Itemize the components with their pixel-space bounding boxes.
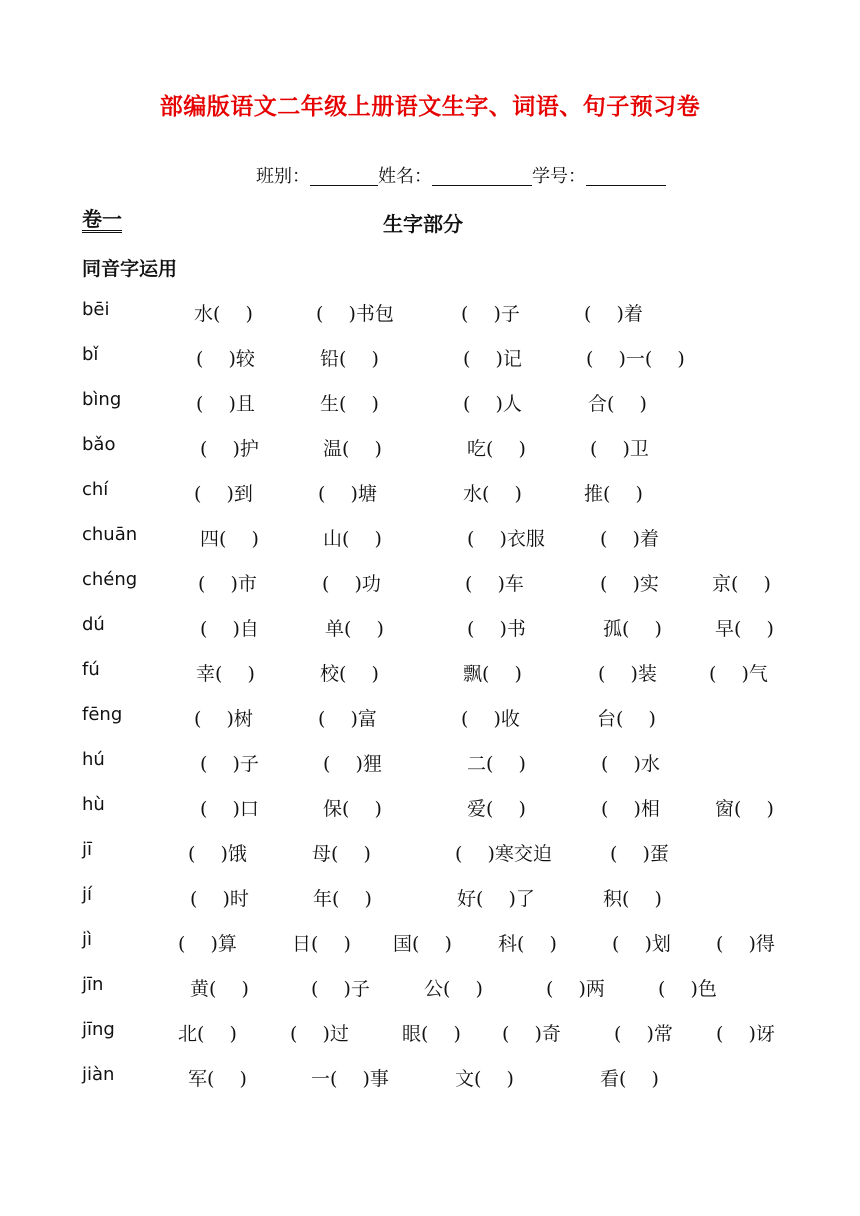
fill-in-word[interactable]: ( )书包 xyxy=(316,303,394,325)
fill-in-word[interactable]: 好( )了 xyxy=(457,888,535,910)
fill-in-word[interactable]: ( )奇 xyxy=(502,1023,561,1045)
fill-in-word[interactable]: 四( ) xyxy=(200,528,259,550)
fill-in-word[interactable]: ( )实 xyxy=(600,573,659,595)
pinyin-label: chuān xyxy=(82,524,138,545)
fill-in-word[interactable]: ( )功 xyxy=(322,573,381,595)
exercise-row xyxy=(0,749,860,779)
fill-in-word[interactable]: 看( ) xyxy=(600,1068,659,1090)
fill-in-word[interactable]: 公( ) xyxy=(424,978,483,1000)
fill-in-word[interactable]: ( )收 xyxy=(461,708,520,730)
pinyin-label: jīng xyxy=(82,1019,115,1040)
fill-in-word[interactable]: 温( ) xyxy=(323,438,382,460)
fill-in-word[interactable]: 二( ) xyxy=(467,753,526,775)
fill-in-word[interactable]: 京( ) xyxy=(712,573,771,595)
fill-in-word[interactable]: ( )两 xyxy=(546,978,605,1000)
fill-in-word[interactable]: ( )蛋 xyxy=(610,843,669,865)
exercise-row xyxy=(0,614,860,644)
fill-in-word[interactable]: 窗( ) xyxy=(715,798,774,820)
exercise-row xyxy=(0,344,860,374)
pinyin-label: fēng xyxy=(82,704,123,725)
fill-in-word[interactable]: ( )着 xyxy=(584,303,643,325)
name-label: 姓名： xyxy=(378,166,432,187)
exercise-row xyxy=(0,794,860,824)
fill-in-word[interactable]: ( )记 xyxy=(463,348,522,370)
pinyin-label: jīn xyxy=(82,974,104,995)
fill-in-word[interactable]: ( )到 xyxy=(194,483,253,505)
fill-in-word[interactable]: 推( ) xyxy=(584,483,643,505)
fill-in-word[interactable]: 孤( ) xyxy=(603,618,662,640)
fill-in-word[interactable]: ( )饿 xyxy=(188,843,247,865)
fill-in-word[interactable]: ( )书 xyxy=(467,618,526,640)
exercise-row xyxy=(0,389,860,419)
exercise-row xyxy=(0,479,860,509)
fill-in-word[interactable]: ( )寒交迫 xyxy=(455,843,552,865)
fill-in-word[interactable]: 早( ) xyxy=(715,618,774,640)
exercise-row xyxy=(0,434,860,464)
pinyin-label: hú xyxy=(82,749,105,770)
exercise-row xyxy=(0,659,860,689)
fill-in-word[interactable]: 北( ) xyxy=(178,1023,237,1045)
fill-in-word[interactable]: ( )卫 xyxy=(590,438,649,460)
pinyin-label: chéng xyxy=(82,569,138,590)
fill-in-word[interactable]: 母( ) xyxy=(312,843,371,865)
fill-in-word[interactable]: ( )水 xyxy=(601,753,660,775)
student-id-blank[interactable] xyxy=(586,167,666,186)
page-title: 部编版语文二年级上册语文生字、词语、句子预习卷 xyxy=(159,94,701,120)
fill-in-word[interactable]: 文( ) xyxy=(455,1068,514,1090)
fill-in-word[interactable]: 爱( ) xyxy=(467,798,526,820)
fill-in-word[interactable]: 军( ) xyxy=(188,1068,247,1090)
exercise-row xyxy=(0,884,860,914)
fill-in-word[interactable]: ( )树 xyxy=(194,708,253,730)
exercise-row xyxy=(0,569,860,599)
fill-in-word[interactable]: 校( ) xyxy=(320,663,379,685)
fill-in-word[interactable]: 水( ) xyxy=(194,303,253,325)
fill-in-word[interactable]: ( )子 xyxy=(311,978,370,1000)
pinyin-label: fú xyxy=(82,659,100,680)
exercise-row xyxy=(0,929,860,959)
student-id-label: 学号： xyxy=(532,166,586,187)
pinyin-label: chí xyxy=(82,479,109,500)
section-title: 生字部分 xyxy=(383,212,463,236)
fill-in-word[interactable]: 保( ) xyxy=(323,798,382,820)
fill-in-word[interactable]: 铅( ) xyxy=(320,348,379,370)
pinyin-label: hù xyxy=(82,794,105,815)
pinyin-label: bǐ xyxy=(82,344,99,365)
pinyin-label: bìng xyxy=(82,389,122,410)
student-info-line xyxy=(256,162,666,188)
fill-in-word[interactable]: 年( ) xyxy=(313,888,372,910)
fill-in-word[interactable]: 幸( ) xyxy=(196,663,255,685)
fill-in-word[interactable]: ( )车 xyxy=(465,573,524,595)
fill-in-word[interactable]: ( )常 xyxy=(614,1023,673,1045)
fill-in-word[interactable]: 生( ) xyxy=(320,393,379,415)
fill-in-word[interactable]: ( )算 xyxy=(178,933,237,955)
exercise-row xyxy=(0,1019,860,1049)
fill-in-word[interactable]: ( )色 xyxy=(658,978,717,1000)
pinyin-label: bēi xyxy=(82,299,110,320)
pinyin-label: bǎo xyxy=(82,434,116,455)
pinyin-label: jì xyxy=(82,929,93,950)
exercise-row xyxy=(0,839,860,869)
pinyin-label: jī xyxy=(82,839,93,860)
fill-in-word[interactable]: ( )子 xyxy=(461,303,520,325)
fill-in-word[interactable]: 合( ) xyxy=(588,393,647,415)
fill-in-word[interactable]: ( )子 xyxy=(200,753,259,775)
pinyin-label: jí xyxy=(82,884,93,905)
fill-in-word[interactable]: 飘( ) xyxy=(463,663,522,685)
fill-in-word[interactable]: ( )讶 xyxy=(716,1023,775,1045)
fill-in-word[interactable]: ( )装 xyxy=(598,663,657,685)
fill-in-word[interactable]: ( )富 xyxy=(318,708,377,730)
fill-in-word[interactable]: ( )塘 xyxy=(318,483,377,505)
fill-in-word[interactable]: ( )一( ) xyxy=(586,348,685,370)
fill-in-word[interactable]: 山( ) xyxy=(323,528,382,550)
class-blank[interactable] xyxy=(310,167,378,186)
exercise-row xyxy=(0,524,860,554)
fill-in-word[interactable]: ( )划 xyxy=(612,933,671,955)
fill-in-word[interactable]: ( )自 xyxy=(200,618,259,640)
fill-in-word[interactable]: ( )衣服 xyxy=(467,528,545,550)
name-blank[interactable] xyxy=(432,167,532,186)
exercise-row xyxy=(0,974,860,1004)
fill-in-word[interactable]: ( )气 xyxy=(709,663,768,685)
fill-in-word[interactable]: 一( )事 xyxy=(311,1068,389,1090)
fill-in-word[interactable]: 眼( ) xyxy=(402,1023,461,1045)
fill-in-word[interactable]: ( )口 xyxy=(200,798,259,820)
pinyin-label: dú xyxy=(82,614,105,635)
fill-in-word[interactable]: ( )时 xyxy=(190,888,249,910)
fill-in-word[interactable]: ( )市 xyxy=(198,573,257,595)
fill-in-word[interactable]: 积( ) xyxy=(603,888,662,910)
pinyin-label: jiàn xyxy=(82,1064,115,1085)
fill-in-word[interactable]: ( )狸 xyxy=(323,753,382,775)
exercise-row xyxy=(0,704,860,734)
exercise-row xyxy=(0,1064,860,1094)
class-label: 班别： xyxy=(256,166,310,187)
fill-in-word[interactable]: 科( ) xyxy=(498,933,557,955)
fill-in-word[interactable]: 单( ) xyxy=(325,618,384,640)
fill-in-word[interactable]: ( )得 xyxy=(716,933,775,955)
fill-in-word[interactable]: ( )过 xyxy=(290,1023,349,1045)
fill-in-word[interactable]: ( )且 xyxy=(196,393,255,415)
exercise-row xyxy=(0,299,860,329)
fill-in-word[interactable]: 水( ) xyxy=(463,483,522,505)
fill-in-word[interactable]: 吃( ) xyxy=(467,438,526,460)
fill-in-word[interactable]: 台( ) xyxy=(597,708,656,730)
section-label: 卷一 xyxy=(82,207,122,231)
fill-in-word[interactable]: 日( ) xyxy=(292,933,351,955)
fill-in-word[interactable]: 国( ) xyxy=(393,933,452,955)
fill-in-word[interactable]: 黄( ) xyxy=(190,978,249,1000)
fill-in-word[interactable]: ( )着 xyxy=(600,528,659,550)
fill-in-word[interactable]: ( )相 xyxy=(601,798,660,820)
fill-in-word[interactable]: ( )人 xyxy=(463,393,522,415)
fill-in-word[interactable]: ( )较 xyxy=(196,348,255,370)
subsection-title: 同音字运用 xyxy=(82,258,178,280)
fill-in-word[interactable]: ( )护 xyxy=(200,438,259,460)
